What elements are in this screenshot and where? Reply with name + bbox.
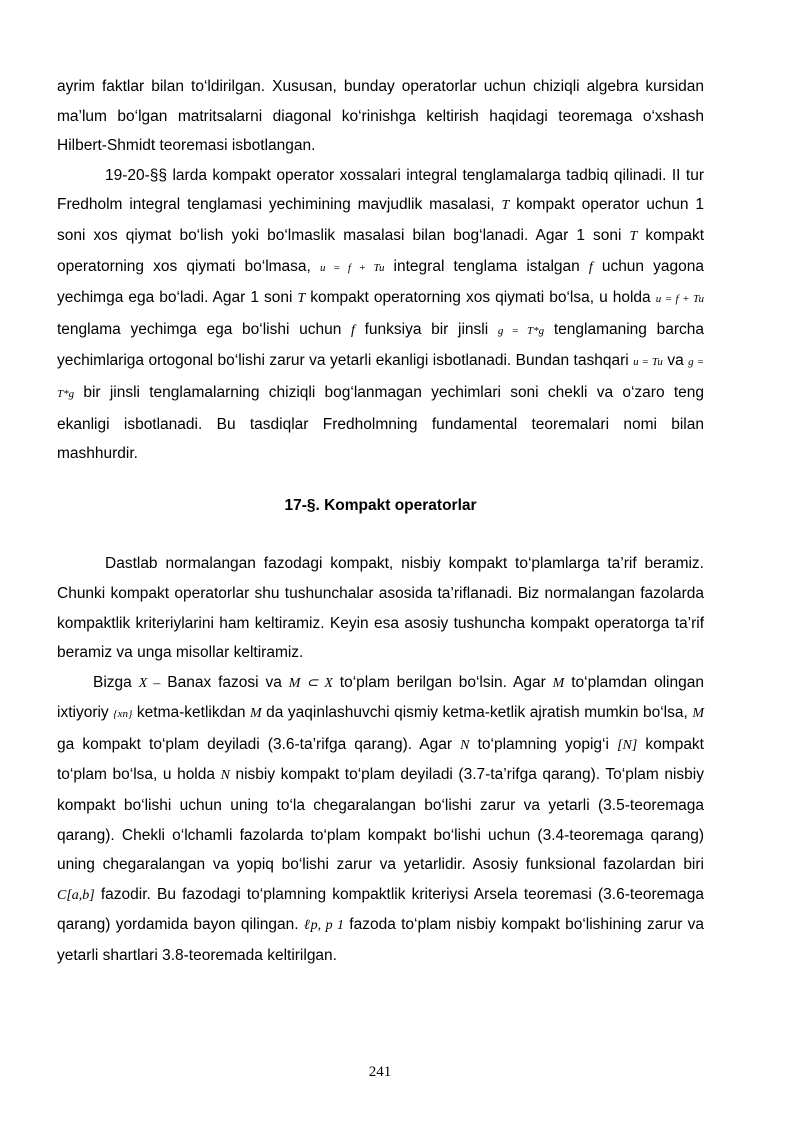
formula-f: f [588, 259, 593, 275]
formula-N: N [220, 768, 230, 784]
formula-M-subset-X: M ⊂ X [288, 675, 333, 691]
formula-T: T [629, 228, 638, 244]
formula-closure-N: [N] [617, 737, 638, 753]
formula-g-eq-Tstar-g: g = T*g [57, 356, 704, 400]
formula-C-ab: C[a,b] [57, 887, 95, 903]
formula-x-n: {xn} [113, 708, 133, 721]
formula-X: X – [138, 675, 161, 691]
formula-f: f [351, 322, 355, 338]
paragraph-4: Bizga X – Banax fazosi va M ⊂ X to‘plam berilgan bo‘lsin. Agar M to‘plamdan olingan ixtiyoriy {xn} ketma-ketlikdan M da yaqinlashuvchi qismiy ketma-ketlik ajratish mumkin bo‘lsa, M ga kompakt to‘plam deyiladi (3.6-ta’rifga qarang). Agar N to‘plamning yopig‘i [N] kompakt to‘plam bo‘lsa, u holda N nisbiy kompakt to‘plam deyiladi (3.7-ta’rifga qarang). To‘plam nisbiy kompakt bo‘lishi uchun uning to‘la chegaralangan bo‘lishi zarur va yetarli (3.5-teoremaga qarang). Chekli o‘lchamli fazolarda to‘plam kompakt bo‘lishi uchun (3.4-teoremaga qarang) uning chegaralangan va yopiq bo‘lishi zarur va yetarlidir. Asosiy funksional fazolardan biri C[a,b] fazodir. Bu fazodagi to‘plamning kompaktlik kriteriysi Arsela teoremasi (3.6-teoremaga qarang) yordamida bayon qilingan. ℓp, p 1 fazoda to‘plam nisbiy kompakt bo‘lishining zarur va yetarli shartlari 3.8-teoremada keltirilgan. [57, 673, 704, 965]
formula-lp: ℓp, p 1 [303, 918, 345, 934]
formula-T: T [297, 291, 306, 307]
paragraph-1: ayrim faktlar bilan to‘ldirilgan. Xususan, bunday operatorlar uchun chiziqli algebra kursidan ma’lum bo‘lgan matritsalarni diagonal ko‘rinishga keltirish haqidagi teoremaga o‘xshash Hilbert-Shmidt teoremasi isbotlangan. [57, 78, 704, 155]
formula-M: M [249, 706, 262, 722]
formula-u-eq-Tu: u = Tu [633, 356, 663, 369]
formula-u-eq-f-Tu: u = f + Tu [319, 261, 385, 274]
page-number: 241 [368, 1064, 392, 1080]
paragraph-3: Dastlab normalangan fazodagi kompakt, nisbiy kompakt to‘plamlarga ta’rif beramiz. Chunki kompakt operatorlar shu tushunchalar asosida ta’riflanadi. Biz normalangan fazolarda kompaktlik kriteriylarini ham keltiramiz. Keyin esa asosiy tushuncha kompakt operatorga ta’rif beramiz va unga misollar keltiramiz. [57, 555, 704, 662]
paragraph-2: 19-20-§§ larda kompakt operator xossalari integral tenglamalarga tadbiq qilinadi. II tur Fredholm integral tenglamasi yechimining mavjudlik masalasi, T kompakt operator uchun 1 soni xos qiymat bo‘lish yoki bo‘lmaslik masalasi bilan bog‘lanadi. Agar 1 soni T kompakt operatorning xos qiymati bo‘lmasa, u = f + Tu integral tenglama istalgan f uchun yagona yechimga ega bo‘ladi. Agar 1 soni T kompakt operatorning xos qiymati bo‘lsa, u holda u = f + Tu tenglama yechimga ega bo‘lishi uchun f funksiya bir jinsli g = T*g tenglamaning barcha yechimlariga ortogonal bo‘lishi zarur va yetarli ekanligi isbotlanadi. Bundan tashqari u = Tu va g = T*g bir jinsli tenglamalarning chiziqli bog‘lanmagan yechimlari soni chekli va o‘zaro teng ekanligi isbotlanadi. Bu tasdiqlar Fredholmning fundamental teoremalari nomi bilan mashhurdir. [57, 166, 705, 463]
formula-N: N [460, 737, 470, 753]
section-heading: 17-§. Kompakt operatorlar [284, 496, 477, 514]
body-text [57, 72, 704, 971]
formula-M: M [692, 706, 704, 722]
formula-g-eq-Tstar-g: g = T*g [497, 324, 545, 337]
formula-M: M [552, 675, 565, 691]
formula-T: T [501, 198, 510, 214]
formula-u-eq-f-Tu: u = f + Tu [655, 293, 704, 306]
